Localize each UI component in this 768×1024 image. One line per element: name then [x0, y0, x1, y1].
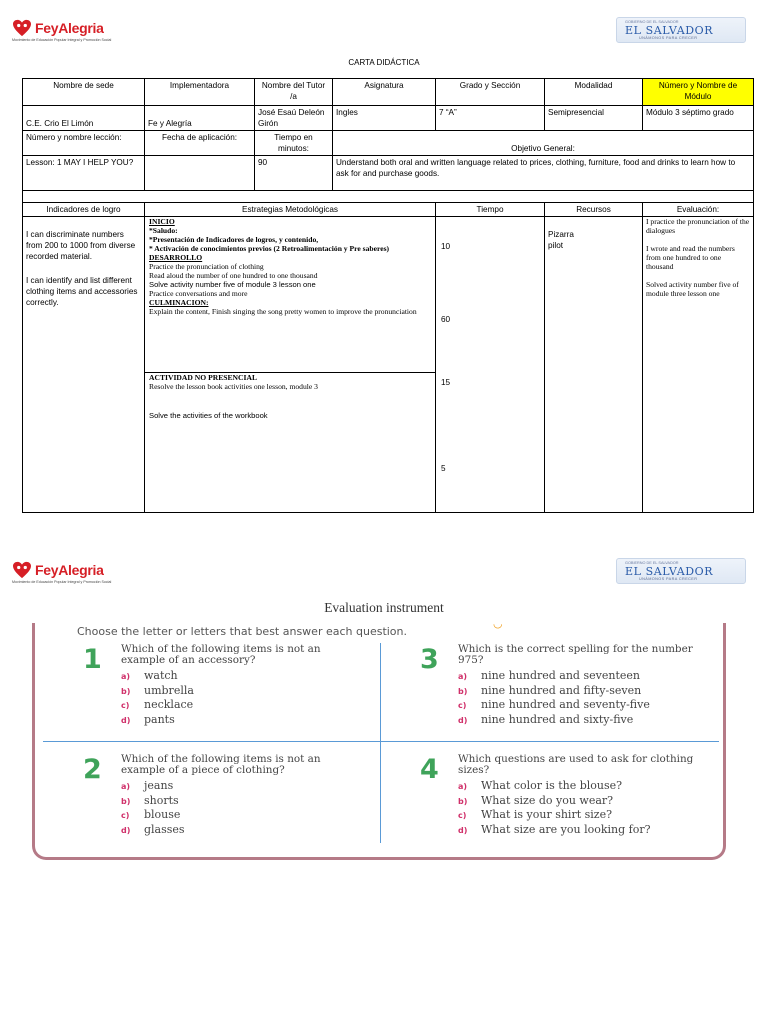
- option-c[interactable]: [121, 808, 185, 823]
- value-grado: 7 “A”: [436, 106, 545, 131]
- option-letter: a): [121, 672, 131, 681]
- presentacion: *Presentación de Indicadores de logros, y contenido,: [149, 235, 319, 245]
- estrategias-presencial: [145, 217, 435, 373]
- actividad-text: Resolve the lesson book activities one lesson, module 3: [149, 382, 318, 392]
- option-text: nine hundred and sixty-five: [481, 712, 634, 726]
- option-letter: d): [121, 825, 131, 835]
- tiempo-cell: [436, 217, 545, 513]
- option-letter: c): [121, 811, 130, 820]
- header-objetivo: Objetivo General:: [333, 131, 754, 156]
- tiempo-culminacion: 15: [441, 378, 451, 388]
- header-sede: Nombre de sede: [23, 79, 145, 106]
- carta-table: [22, 78, 754, 513]
- tiempo-final: 5: [441, 464, 446, 474]
- option-c[interactable]: [121, 698, 194, 713]
- country-name: EL SALVADOR: [625, 24, 714, 37]
- activacion: * Activación de conocimientos previos (2 Retroalimentación y Pre saberes): [149, 244, 390, 254]
- inicio-heading: INICIO: [149, 217, 175, 227]
- tiempo-inicio: 10: [441, 242, 451, 252]
- evaluacion-cell: [643, 217, 754, 513]
- header-indicadores: Indicadores de logro: [23, 203, 145, 217]
- quiz-instructions: Choose the letter or letters that best answer each question.: [77, 625, 408, 638]
- option-a[interactable]: [121, 779, 185, 794]
- desarrollo-item: Practice the pronunciation of clothing: [149, 262, 264, 272]
- option-text: nine hundred and seventeen: [481, 669, 640, 682]
- gov-line: GOBIERNO DE EL SALVADOR: [625, 561, 679, 565]
- option-letter: a): [458, 672, 468, 681]
- el-salvador-logo-2: [616, 558, 746, 584]
- option-list: [458, 779, 651, 837]
- option-text: jeans: [144, 779, 174, 792]
- recursos-cell: [545, 217, 643, 513]
- tiempo-desarrollo: 60: [441, 315, 451, 325]
- saludo: *Saludo:: [149, 226, 178, 236]
- recurso-item: Pizarra: [548, 230, 574, 240]
- header-leccion: Número y nombre lección:: [23, 131, 145, 156]
- header-recursos: Recursos: [545, 203, 643, 217]
- workbook-text: Solve the activities of the workbook: [149, 411, 268, 421]
- option-text: What size are you looking for?: [481, 822, 651, 836]
- option-a[interactable]: [458, 779, 651, 794]
- option-text: necklace: [144, 698, 194, 711]
- desarrollo-item: Practice conversations and more: [149, 288, 248, 298]
- option-d[interactable]: [458, 823, 651, 838]
- question-number: 3: [420, 644, 439, 675]
- option-b[interactable]: [458, 794, 651, 809]
- desarrollo-heading: DESARROLLO: [149, 253, 203, 263]
- indicador-2: I can identify and list different clothing items and accessories correctly.: [26, 275, 138, 307]
- option-letter: b): [458, 686, 468, 696]
- option-c[interactable]: [458, 698, 650, 713]
- option-b[interactable]: [121, 794, 185, 809]
- option-text: blouse: [144, 808, 181, 821]
- question-number: 1: [83, 644, 102, 675]
- header-tiempo-label: Tiempo: [476, 205, 504, 215]
- value-asignatura: Ingles: [333, 106, 436, 131]
- value-modulo: Módulo 3 séptimo grado: [643, 106, 754, 131]
- question-text: Which questions are used to ask for clothing sizes?: [458, 753, 694, 777]
- header-modulo: Número y Nombre de Módulo: [643, 79, 754, 106]
- desarrollo-item: Read aloud the number of one hundred to one thousand: [149, 271, 318, 281]
- estrategias-no-presencial: [145, 373, 435, 422]
- header-fecha: Fecha de aplicación:: [145, 131, 255, 156]
- question-number: 2: [83, 754, 102, 785]
- option-letter: d): [458, 825, 468, 835]
- logo-text: FeyAlegria: [35, 20, 104, 36]
- actividad-heading: ACTIVIDAD NO PRESENCIAL: [149, 373, 258, 383]
- option-d[interactable]: [458, 713, 650, 728]
- culminacion-text: Explain the content, Finish singing the song pretty women to improve the pronunciation: [149, 306, 417, 316]
- option-text: What is your shirt size?: [481, 808, 612, 821]
- option-letter: d): [121, 715, 131, 725]
- option-text: glasses: [144, 822, 185, 836]
- culminacion-heading: CULMINACION:: [149, 297, 209, 307]
- header-grado: Grado y Sección: [436, 79, 545, 106]
- option-d[interactable]: [121, 823, 185, 838]
- estrategias-cell: [145, 217, 436, 513]
- header-asignatura: Asignatura: [333, 79, 436, 106]
- feyalegria-logo: [12, 19, 104, 37]
- carta-title: CARTA DIDÁCTICA: [348, 58, 420, 67]
- indicador-1: I can discriminate numbers from 200 to 1000 from diverse recorded material.: [26, 230, 136, 262]
- slogan: UNÁMONOS PARA CRECER: [639, 36, 698, 40]
- evaluacion-item: I practice the pronunciation of the dialogues: [646, 217, 750, 236]
- country-name: EL SALVADOR: [625, 565, 714, 578]
- option-d[interactable]: [121, 713, 194, 728]
- value-objetivo: Understand both oral and written language related to prices, clothing, furniture, food and drinks to learn how to ask for and purchase goods.: [333, 156, 754, 191]
- option-text: nine hundred and seventy-five: [481, 698, 650, 711]
- gov-line: GOBIERNO DE EL SALVADOR: [625, 20, 679, 24]
- evaluacion-item: I wrote and read the numbers from one hundred to one thousand: [646, 244, 735, 272]
- slogan: UNÁMONOS PARA CRECER: [639, 577, 698, 581]
- option-list: [121, 779, 185, 837]
- question-text: Which of the following items is not an example of an accessory?: [121, 643, 321, 667]
- recurso-item: pilot: [548, 241, 564, 251]
- option-letter: c): [458, 811, 467, 820]
- value-fecha: [145, 156, 255, 191]
- question-text: Which is the correct spelling for the number 975?: [458, 643, 693, 667]
- option-b[interactable]: [121, 684, 194, 699]
- decoration-mark: ◡: [493, 617, 503, 630]
- option-text: watch: [144, 669, 178, 682]
- value-leccion: Lesson: 1 MAY I HELP YOU?: [23, 156, 145, 191]
- option-a[interactable]: [458, 669, 650, 684]
- option-text: What color is the blouse?: [481, 779, 623, 792]
- feyalegria-logo-2: [12, 561, 104, 579]
- question-number: 4: [420, 754, 439, 785]
- header-estrategias: Estrategias Metodológicas: [145, 203, 436, 217]
- option-text: umbrella: [144, 683, 194, 697]
- logo-subtitle: Movimiento de Educación Popular Integral y Promoción Social: [12, 580, 112, 584]
- option-text: What size do you wear?: [481, 793, 614, 807]
- option-letter: c): [121, 701, 130, 710]
- option-text: shorts: [144, 793, 179, 807]
- header-modalidad: Modalidad: [545, 79, 643, 106]
- option-text: pants: [144, 712, 175, 726]
- option-letter: a): [121, 782, 131, 791]
- option-a[interactable]: [121, 669, 194, 684]
- header-tiempo: [436, 203, 545, 217]
- question-text: Which of the following items is not an example of a piece of clothing?: [121, 753, 321, 777]
- value-tutor: José Esaú Deleón Girón: [255, 106, 333, 131]
- horizontal-divider: [43, 741, 719, 742]
- evaluation-title: Evaluation instrument: [324, 600, 444, 615]
- indicadores-cell: [23, 217, 145, 513]
- quiz-panel: [32, 617, 726, 860]
- option-list: [121, 669, 194, 727]
- el-salvador-logo: [616, 17, 746, 43]
- desarrollo-item: Solve activity number five of module 3 lesson one: [149, 279, 316, 289]
- header-tiempo-minutos: Tiempo en minutos:: [255, 131, 333, 156]
- value-sede: C.E. Crio El Limón: [23, 106, 145, 131]
- vertical-divider: [380, 643, 381, 843]
- option-list: [458, 669, 650, 727]
- value-tiempo-minutos: 90: [255, 156, 333, 191]
- spacer-row: [23, 191, 754, 203]
- option-letter: c): [458, 701, 467, 710]
- heart-icon: [12, 561, 32, 579]
- option-b[interactable]: [458, 684, 650, 699]
- heart-icon: [12, 19, 32, 37]
- option-letter: b): [121, 686, 131, 696]
- logo-text: FeyAlegria: [35, 562, 104, 578]
- header-evaluacion: Evaluación:: [643, 203, 754, 217]
- logo-subtitle: Movimiento de Educación Popular Integral y Promoción Social: [12, 38, 112, 42]
- value-modalidad: Semipresencial: [545, 106, 643, 131]
- option-letter: b): [121, 796, 131, 806]
- header-tutor: Nombre del Tutor /a: [255, 79, 333, 106]
- evaluacion-item: Solved activity number five of module three lesson one: [646, 280, 739, 299]
- header-implementadora: Implementadora: [145, 79, 255, 106]
- value-implementadora: Fe y Alegría: [145, 106, 255, 131]
- option-c[interactable]: [458, 808, 651, 823]
- option-letter: a): [458, 782, 468, 791]
- option-letter: d): [458, 715, 468, 725]
- option-text: nine hundred and fifty-seven: [481, 683, 642, 697]
- option-letter: b): [458, 796, 468, 806]
